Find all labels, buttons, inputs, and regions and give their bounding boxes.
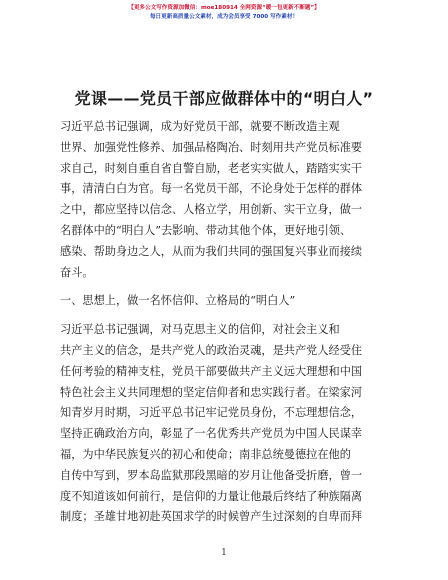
- text-line: 世界、加强党性修养、加强品格陶冶、时刻用共产党员标准要: [60, 140, 363, 154]
- text-line: 度不知道该如何前行，是信仰的力量让他最后终结了种族隔离: [60, 489, 363, 503]
- text-line: 福，为中华民族复兴的初心和使命；南非总统曼德拉在他的: [60, 447, 351, 461]
- text-line: 共产主义的信念，是共产党人的政治灵魂，是共产党人经受住: [60, 343, 363, 357]
- section-heading: 一、思想上，做一名怀信仰、立格局的“明白人”: [60, 294, 296, 308]
- text-line: 奋斗。: [60, 265, 94, 279]
- paragraph-intro: [60, 117, 392, 283]
- text-line: 制度；圣雄甘地初赴英国求学的时候曾产生过深刻的自卑而拜: [60, 510, 363, 524]
- text-line: 名群体中的“明白人”去影响、带动其他个体，更好地引领、: [60, 223, 352, 237]
- text-line: 知青岁月时期，习近平总书记牢记党员身份，不忘理想信念，: [60, 406, 363, 420]
- paragraph-section-1: [60, 320, 392, 528]
- promo-banner: [0, 4, 448, 22]
- text-line: 感染、帮助身边之人，从而为我们共同的强国复兴事业而接续: [60, 244, 363, 258]
- text-line: 坚持正确政治方向，彰显了一名优秀共产党员为中国人民谋幸: [60, 427, 363, 441]
- text-line: 之中，都应坚持以信念、人格立学，用创新、实干立身，做一: [60, 203, 363, 217]
- document-title: 党课——党员干部应做群体中的“明白人”: [74, 89, 374, 108]
- text-line: 习近平总书记强调，成为好党员干部，就要不断改造主观: [60, 120, 340, 133]
- document-body: [60, 117, 392, 528]
- text-line: 求自己，时刻自重自省自警自励，老老实实做人，踏踏实实干: [60, 161, 363, 175]
- text-line: 特色社会主义共同理想的坚定信仰者和忠实践行者。在梁家河: [60, 385, 363, 399]
- text-line: 事，清清白白为官。每一名党员干部，不论身处于怎样的群体: [60, 182, 363, 196]
- banner-line-1: 【更多公文写作资源加微信：moe180914 全网资源“暖一包更新不断题”】: [128, 5, 320, 11]
- paragraph-gap: [60, 283, 392, 291]
- page-number: 1: [221, 548, 227, 558]
- text-line: 任何考验的精神支柱，党员干部要做共产主义远大理想和中国: [60, 364, 363, 378]
- paragraph-gap: [60, 312, 392, 320]
- text-line: 习近平总书记强调，对马克思主义的信仰，对社会主义和: [60, 323, 340, 337]
- banner-line-2: 每日更新高质量公文素材，成为会员享受 7000 写作素材！: [149, 14, 299, 20]
- text-line: 自传中写到，罗本岛监狱那段黑暗的岁月让他备受折磨，曾一: [60, 468, 363, 482]
